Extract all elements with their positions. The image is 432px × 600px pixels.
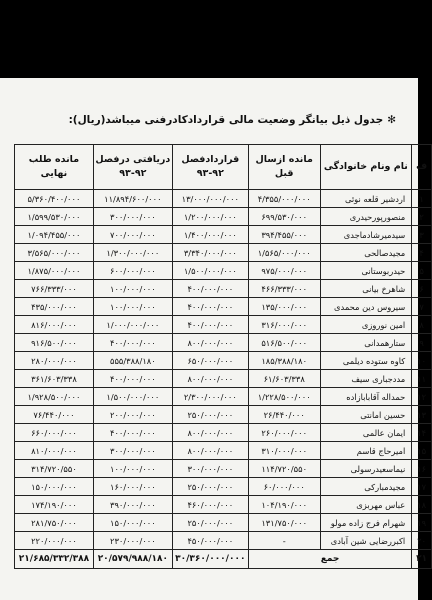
row-final-balance: ۷۶۶/۳۳۳/۰۰۰ <box>15 280 94 298</box>
row-index: ۶ <box>412 280 432 298</box>
row-prev-balance: - <box>248 532 320 550</box>
row-index: ۵ <box>412 262 432 280</box>
row-prev-balance: ۵۱۶/۵۰۰/۰۰۰ <box>248 334 320 352</box>
table-row <box>15 424 432 442</box>
row-received: ۳۰۰/۰۰۰/۰۰۰ <box>93 208 172 226</box>
row-contract: ۲۵۰/۰۰۰/۰۰۰ <box>172 478 248 496</box>
row-final-balance: ۲۸۰/۰۰۰/۰۰۰ <box>15 352 94 370</box>
row-index: ۱۸ <box>412 496 432 514</box>
row-index: ۸ <box>412 316 432 334</box>
row-final-balance: ۸۱۶/۰۰۰/۰۰۰ <box>15 316 94 334</box>
row-prev-balance: ۱۱۴/۷۲۰/۵۵۰ <box>248 460 320 478</box>
row-index: ۱۵ <box>412 442 432 460</box>
row-final-balance: ۳۱۴/۷۲۰/۵۵۰ <box>15 460 94 478</box>
row-final-balance: ۱/۰۹۴/۴۵۵/۰۰۰ <box>15 226 94 244</box>
total-index: ۲۱ <box>412 550 432 569</box>
row-prev-balance: ۱۳۱/۷۵۰/۰۰۰ <box>248 514 320 532</box>
row-prev-balance: ۶۰/۰۰۰/۰۰۰ <box>248 478 320 496</box>
row-received: ۱۵۰/۰۰۰/۰۰۰ <box>93 514 172 532</box>
row-received: ۲۳۰/۰۰۰/۰۰۰ <box>93 532 172 550</box>
table-row <box>15 370 432 388</box>
row-name: امین نوروزی <box>320 316 412 334</box>
row-index: ۱۳ <box>412 406 432 424</box>
row-index: ۴ <box>412 244 432 262</box>
row-name: نیماسعیدرسولی <box>320 460 412 478</box>
total-label: جمع <box>248 550 411 569</box>
row-received: ۱/۰۰۰/۰۰۰/۰۰۰ <box>93 316 172 334</box>
row-final-balance: ۱۷۴/۱۹۰/۰۰۰ <box>15 496 94 514</box>
row-contract: ۴۰۰/۰۰۰/۰۰۰ <box>172 280 248 298</box>
row-name: ایمان عالمی <box>320 424 412 442</box>
table-row <box>15 244 432 262</box>
row-name: مجیدصالحی <box>320 244 412 262</box>
row-final-balance: ۶۶۰/۰۰۰/۰۰۰ <box>15 424 94 442</box>
financial-table <box>14 144 432 569</box>
row-contract: ۲۵۰/۰۰۰/۰۰۰ <box>172 514 248 532</box>
row-contract: ۲۵۰/۰۰۰/۰۰۰ <box>172 406 248 424</box>
table-row <box>15 478 432 496</box>
table-row <box>15 208 432 226</box>
row-final-balance: ۳۶۱/۶۰۳/۳۳۸ <box>15 370 94 388</box>
total-final-balance: ۲۱/۶۸۵/۳۳۲/۳۸۸ <box>15 550 94 569</box>
row-index: ۱۲ <box>412 388 432 406</box>
table-row <box>15 514 432 532</box>
row-contract: ۴۰۰/۰۰۰/۰۰۰ <box>172 316 248 334</box>
row-final-balance: ۴۳۵/۰۰۰/۰۰۰ <box>15 298 94 316</box>
row-received: ۵۵۵/۳۸۸/۱۸۰ <box>93 352 172 370</box>
row-received: ۴۰۰/۰۰۰/۰۰۰ <box>93 334 172 352</box>
row-final-balance: ۹۱۶/۵۰۰/۰۰۰ <box>15 334 94 352</box>
row-prev-balance: ۱۰۴/۱۹۰/۰۰۰ <box>248 496 320 514</box>
row-index: ۱ <box>412 190 432 208</box>
row-contract: ۸۰۰/۰۰۰/۰۰۰ <box>172 442 248 460</box>
row-prev-balance: ۴/۳۵۵/۰۰۰/۰۰۰ <box>248 190 320 208</box>
row-contract: ۳۰۰/۰۰۰/۰۰۰ <box>172 460 248 478</box>
row-prev-balance: ۱/۲۲۸/۵۰۰/۰۰۰ <box>248 388 320 406</box>
row-name: سیروس دین محمدی <box>320 298 412 316</box>
table-row <box>15 496 432 514</box>
col-header-final-balance: مانده طلب نهایی <box>15 145 94 190</box>
row-prev-balance: ۶۱/۶۰۳/۳۳۸ <box>248 370 320 388</box>
row-received: ۱/۵۰۰/۰۰۰/۰۰۰ <box>93 388 172 406</box>
table-row <box>15 388 432 406</box>
row-name: ستارهمدانی <box>320 334 412 352</box>
row-contract: ۴۰۰/۰۰۰/۰۰۰ <box>172 298 248 316</box>
document-title <box>68 114 396 126</box>
table-row <box>15 406 432 424</box>
row-received: ۴۰۰/۰۰۰/۰۰۰ <box>93 424 172 442</box>
asterisk-icon: ✻ <box>387 114 396 126</box>
row-name: سیدمیرشادماجدی <box>320 226 412 244</box>
row-contract: ۲/۳۰۰/۰۰۰/۰۰۰ <box>172 388 248 406</box>
row-received: ۱/۳۰۰/۰۰۰/۰۰۰ <box>93 244 172 262</box>
row-received: ۲۰۰/۰۰۰/۰۰۰ <box>93 406 172 424</box>
row-received: ۶۰۰/۰۰۰/۰۰۰ <box>93 262 172 280</box>
row-prev-balance: ۱۸۵/۳۸۸/۱۸۰ <box>248 352 320 370</box>
row-contract: ۸۰۰/۰۰۰/۰۰۰ <box>172 334 248 352</box>
col-header-received: دریافتی درفصل ۹۲-۹۳ <box>93 145 172 190</box>
row-contract: ۴۵۰/۰۰۰/۰۰۰ <box>172 532 248 550</box>
row-received: ۱۱/۸۹۴/۶۰۰/۰۰۰ <box>93 190 172 208</box>
row-name: کاوه ستوده دیلمی <box>320 352 412 370</box>
row-prev-balance: ۲۶/۴۴۰/۰۰۰ <box>248 406 320 424</box>
table-row <box>15 442 432 460</box>
row-prev-balance: ۱/۵۶۵/۰۰۰/۰۰۰ <box>248 244 320 262</box>
row-final-balance: ۱/۹۲۸/۵۰۰/۰۰۰ <box>15 388 94 406</box>
row-name: اکبررضایی شین آبادی <box>320 532 412 550</box>
row-final-balance: ۳/۵۶۵/۰۰۰/۰۰۰ <box>15 244 94 262</box>
table-row <box>15 190 432 208</box>
row-index: ۲۰ <box>412 532 432 550</box>
row-name: شاهرخ بیانی <box>320 280 412 298</box>
row-contract: ۱/۵۰۰/۰۰۰/۰۰۰ <box>172 262 248 280</box>
table-row <box>15 352 432 370</box>
row-index: ۱۶ <box>412 460 432 478</box>
table-row <box>15 262 432 280</box>
row-received: ۱۰۰/۰۰۰/۰۰۰ <box>93 280 172 298</box>
row-index: ۱۴ <box>412 424 432 442</box>
row-final-balance: ۱/۵۹۹/۵۳۰/۰۰۰ <box>15 208 94 226</box>
row-name: عباس مهربزی <box>320 496 412 514</box>
table-row <box>15 316 432 334</box>
row-received: ۴۰۰/۰۰۰/۰۰۰ <box>93 370 172 388</box>
row-contract: ۶۵۰/۰۰۰/۰۰۰ <box>172 352 248 370</box>
document-page <box>0 78 428 600</box>
row-received: ۱۶۰/۰۰۰/۰۰۰ <box>93 478 172 496</box>
row-prev-balance: ۲۶۰/۰۰۰/۰۰۰ <box>248 424 320 442</box>
row-received: ۳۰۰/۰۰۰/۰۰۰ <box>93 442 172 460</box>
row-name: شهرام فرج زاده مولو <box>320 514 412 532</box>
table-row <box>15 226 432 244</box>
row-index: ۷ <box>412 298 432 316</box>
row-prev-balance: ۳۱۶/۰۰۰/۰۰۰ <box>248 316 320 334</box>
row-prev-balance: ۱۳۵/۰۰۰/۰۰۰ <box>248 298 320 316</box>
row-name: مددجباری سیف <box>320 370 412 388</box>
row-final-balance: ۱/۸۷۵/۰۰۰/۰۰۰ <box>15 262 94 280</box>
total-row <box>15 550 432 569</box>
row-index: ۱۹ <box>412 514 432 532</box>
row-received: ۱۰۰/۰۰۰/۰۰۰ <box>93 460 172 478</box>
row-name: حسین امانتی <box>320 406 412 424</box>
row-name: مجیدمبارکی <box>320 478 412 496</box>
row-prev-balance: ۶۹۹/۵۳۰/۰۰۰ <box>248 208 320 226</box>
row-index: ۳ <box>412 226 432 244</box>
row-name: حمداله آقابابازاده <box>320 388 412 406</box>
row-final-balance: ۲۸۱/۷۵۰/۰۰۰ <box>15 514 94 532</box>
row-prev-balance: ۹۷۵/۰۰۰/۰۰۰ <box>248 262 320 280</box>
table-row <box>15 460 432 478</box>
row-final-balance: ۵/۳۶۰/۴۰۰/۰۰۰ <box>15 190 94 208</box>
table-row <box>15 298 432 316</box>
col-header-contract: قراردادفصل ۹۲-۹۳ <box>172 145 248 190</box>
row-received: ۳۹۰/۰۰۰/۰۰۰ <box>93 496 172 514</box>
row-name: اردشیر قلعه نوئی <box>320 190 412 208</box>
table-row <box>15 532 432 550</box>
row-contract: ۱/۴۰۰/۰۰۰/۰۰۰ <box>172 226 248 244</box>
col-header-index: ف <box>412 145 432 190</box>
row-index: ۱۱ <box>412 370 432 388</box>
row-contract: ۸۰۰/۰۰۰/۰۰۰ <box>172 424 248 442</box>
row-final-balance: ۲۲۰/۰۰۰/۰۰۰ <box>15 532 94 550</box>
row-contract: ۱/۲۰۰/۰۰۰/۰۰۰ <box>172 208 248 226</box>
table-header-row <box>15 145 432 190</box>
table-row <box>15 280 432 298</box>
row-contract: ۴۶۰/۰۰۰/۰۰۰ <box>172 496 248 514</box>
row-name: حیدربوستانی <box>320 262 412 280</box>
row-final-balance: ۸۱۰/۰۰۰/۰۰۰ <box>15 442 94 460</box>
row-name: امیرحاج قاسم <box>320 442 412 460</box>
row-final-balance: ۷۶/۴۴۰/۰۰۰ <box>15 406 94 424</box>
row-index: ۹ <box>412 334 432 352</box>
row-index: ۱۰ <box>412 352 432 370</box>
row-contract: ۳/۳۴۰/۰۰۰/۰۰۰ <box>172 244 248 262</box>
row-contract: ۱۳/۰۰۰/۰۰۰/۰۰۰ <box>172 190 248 208</box>
title-text: جدول ذیل بیانگر وضعیت مالی قراردادکادرفنی میباشد(ریال): <box>68 114 384 126</box>
row-prev-balance: ۳۹۴/۴۵۵/۰۰۰ <box>248 226 320 244</box>
row-name: منصورپورحیدری <box>320 208 412 226</box>
row-contract: ۸۰۰/۰۰۰/۰۰۰ <box>172 370 248 388</box>
row-index: ۱۷ <box>412 478 432 496</box>
row-received: ۷۰۰/۰۰۰/۰۰۰ <box>93 226 172 244</box>
total-received: ۲۰/۵۷۹/۹۸۸/۱۸۰ <box>93 550 172 569</box>
col-header-prev-balance: مانده ازسال قبل <box>248 145 320 190</box>
row-prev-balance: ۴۶۶/۳۳۳/۰۰۰ <box>248 280 320 298</box>
row-index: ۲ <box>412 208 432 226</box>
total-contract: ۳۰/۳۶۰/۰۰۰/۰۰۰ <box>172 550 248 569</box>
row-final-balance: ۱۵۰/۰۰۰/۰۰۰ <box>15 478 94 496</box>
row-prev-balance: ۳۱۰/۰۰۰/۰۰۰ <box>248 442 320 460</box>
table-row <box>15 334 432 352</box>
row-received: ۱۰۰/۰۰۰/۰۰۰ <box>93 298 172 316</box>
col-header-name: نام ونام خانوادگی <box>320 145 412 190</box>
